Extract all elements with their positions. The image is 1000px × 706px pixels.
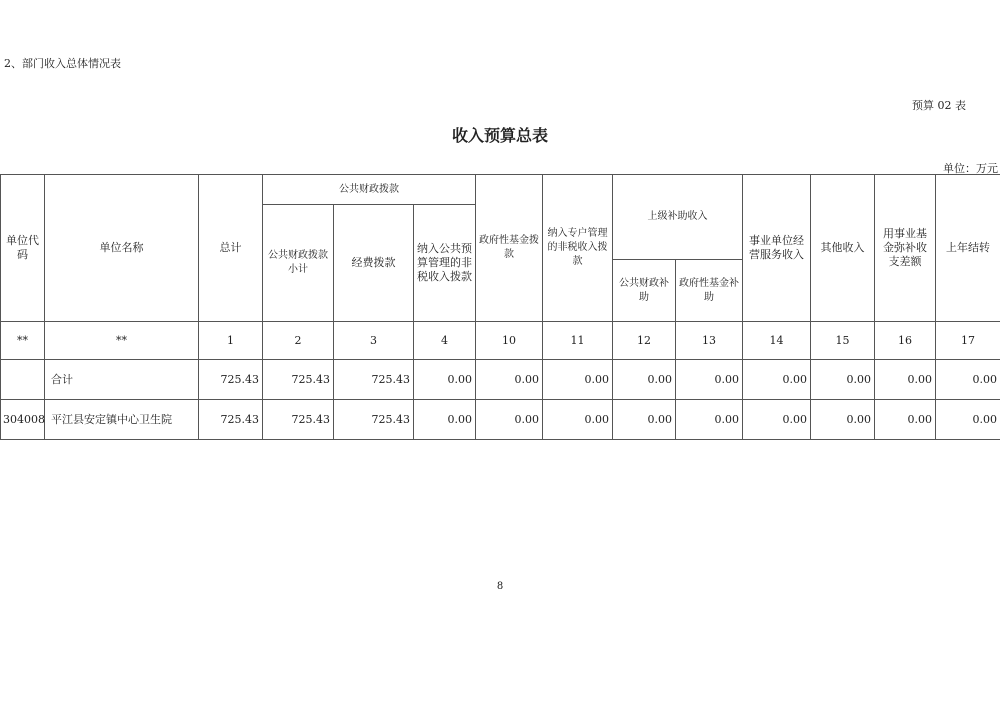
row-value: 0.00 bbox=[811, 400, 875, 440]
header-total: 总计 bbox=[199, 175, 263, 322]
row-value: 0.00 bbox=[936, 360, 1000, 400]
index-cell: ** bbox=[45, 322, 199, 360]
header-public-finance-group: 公共财政拨款 bbox=[263, 175, 476, 205]
row-value: 0.00 bbox=[543, 400, 613, 440]
row-name: 合计 bbox=[45, 360, 199, 400]
header-gov-fund: 政府性基金拨款 bbox=[476, 175, 543, 322]
index-cell: 3 bbox=[334, 322, 414, 360]
row-code bbox=[1, 360, 45, 400]
row-value: 725.43 bbox=[334, 400, 414, 440]
index-cell: ** bbox=[1, 322, 45, 360]
index-cell: 11 bbox=[543, 322, 613, 360]
row-value: 0.00 bbox=[543, 360, 613, 400]
header-expense-allocation: 经费拨款 bbox=[334, 205, 414, 322]
header-superior-group: 上级补助收入 bbox=[613, 175, 743, 260]
index-cell: 1 bbox=[199, 322, 263, 360]
row-value: 0.00 bbox=[743, 360, 811, 400]
table-code: 预算 02 表 bbox=[912, 99, 966, 112]
index-cell: 12 bbox=[613, 322, 676, 360]
index-cell: 17 bbox=[936, 322, 1000, 360]
budget-table bbox=[0, 174, 1000, 440]
row-value: 0.00 bbox=[476, 360, 543, 400]
row-value: 725.43 bbox=[334, 360, 414, 400]
index-cell: 15 bbox=[811, 322, 875, 360]
table-row bbox=[1, 400, 1000, 440]
header-business-income: 事业单位经营服务收入 bbox=[743, 175, 811, 322]
section-label: 2、部门收入总体情况表 bbox=[4, 57, 121, 70]
row-value: 0.00 bbox=[875, 360, 936, 400]
header-carryover: 上年结转 bbox=[936, 175, 1000, 322]
row-value: 725.43 bbox=[199, 400, 263, 440]
index-cell: 16 bbox=[875, 322, 936, 360]
row-value: 0.00 bbox=[676, 360, 743, 400]
page-number: 8 bbox=[496, 581, 504, 592]
header-other-income: 其他收入 bbox=[811, 175, 875, 322]
header-unit-code: 单位代码 bbox=[1, 175, 45, 322]
index-cell: 10 bbox=[476, 322, 543, 360]
table-row bbox=[1, 360, 1000, 400]
row-name: 平江县安定镇中心卫生院 bbox=[45, 400, 199, 440]
row-value: 0.00 bbox=[875, 400, 936, 440]
page-title: 收入预算总表 bbox=[451, 126, 548, 145]
header-public-subtotal: 公共财政拨款小计 bbox=[263, 205, 334, 322]
header-unit-name: 单位名称 bbox=[45, 175, 199, 322]
row-code: 304008 bbox=[1, 400, 45, 440]
row-value: 725.43 bbox=[199, 360, 263, 400]
index-cell: 4 bbox=[414, 322, 476, 360]
index-cell: 2 bbox=[263, 322, 334, 360]
row-value: 0.00 bbox=[811, 360, 875, 400]
row-value: 0.00 bbox=[676, 400, 743, 440]
index-cell: 13 bbox=[676, 322, 743, 360]
header-superior-public: 公共财政补助 bbox=[613, 260, 676, 322]
index-row bbox=[1, 322, 1000, 360]
index-cell: 14 bbox=[743, 322, 811, 360]
row-value: 0.00 bbox=[613, 360, 676, 400]
row-value: 0.00 bbox=[476, 400, 543, 440]
row-value: 0.00 bbox=[414, 360, 476, 400]
row-value: 0.00 bbox=[414, 400, 476, 440]
row-value: 725.43 bbox=[263, 360, 334, 400]
header-nontax-special: 纳入专户管理的非税收入拨款 bbox=[543, 175, 613, 322]
row-value: 725.43 bbox=[263, 400, 334, 440]
header-fund-offset: 用事业基金弥补收支差额 bbox=[875, 175, 936, 322]
row-value: 0.00 bbox=[936, 400, 1000, 440]
header-nontax-public: 纳入公共预算管理的非税收入拨款 bbox=[414, 205, 476, 322]
unit-label: 单位：万元 bbox=[943, 162, 998, 175]
row-value: 0.00 bbox=[743, 400, 811, 440]
row-value: 0.00 bbox=[613, 400, 676, 440]
header-superior-fund: 政府性基金补助 bbox=[676, 260, 743, 322]
